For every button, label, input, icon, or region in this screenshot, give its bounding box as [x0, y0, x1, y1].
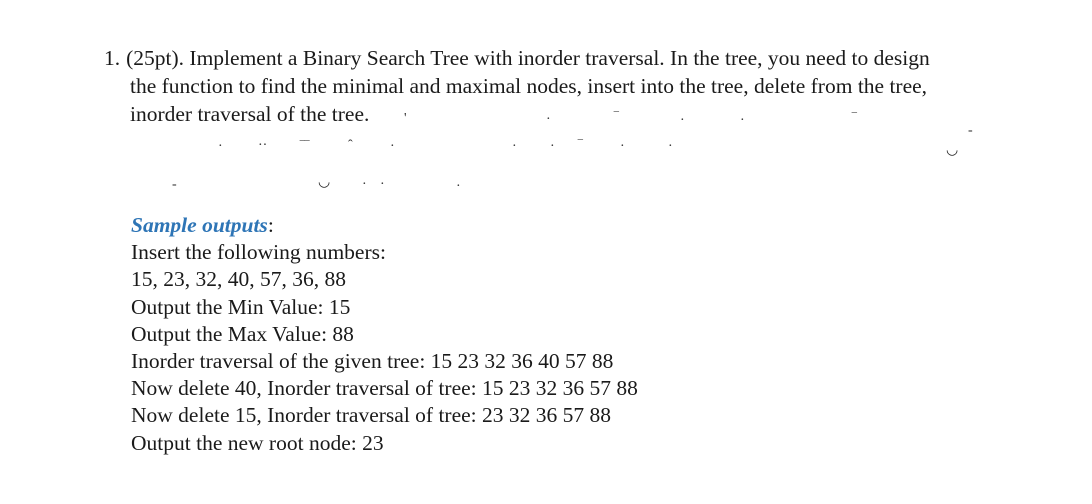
sample-line-min: Output the Min Value: 15: [131, 294, 351, 319]
artifact-mark: ·: [218, 139, 223, 154]
question-text-line-2: the function to find the minimal and maximal nodes, insert into the tree, delete from the tree,: [130, 74, 928, 98]
artifact-mark: ··: [258, 138, 268, 153]
question-number: 1.: [104, 46, 121, 70]
artifact-mark: ·: [380, 177, 385, 192]
artifact-mark: ·: [550, 139, 555, 154]
artifact-mark: ·: [456, 179, 461, 194]
artifact-mark: ‾: [614, 111, 619, 126]
artifact-mark: ˆ: [348, 138, 353, 153]
artifact-mark: ·: [620, 139, 625, 154]
artifact-mark: ·: [546, 112, 551, 127]
artifact-mark: -: [968, 123, 973, 138]
artifact-mark: ·: [390, 139, 395, 154]
question-text-line-3: inorder traversal of the tree.: [130, 102, 370, 126]
sample-heading: Sample outputs: [131, 213, 268, 237]
question-line-1: [104, 44, 1064, 72]
sample-heading-line: [131, 212, 638, 239]
artifact-mark: ‾‾: [300, 140, 310, 155]
artifact-mark: ·: [680, 113, 685, 128]
artifact-mark: -: [172, 177, 177, 192]
question-text-line-1: (25pt). Implement a Binary Search Tree with inorder traversal. In the tree, you need to design: [126, 46, 930, 70]
sample-line-delete-40: Now delete 40, Inorder traversal of tree: 15 23 32 36 57 88: [131, 376, 638, 401]
sample-line-insert-intro: Insert the following numbers:: [131, 240, 386, 265]
sample-heading-colon: :: [267, 213, 274, 237]
sample-outputs-block: [131, 212, 638, 457]
artifact-mark: ◡: [946, 143, 959, 158]
artifact-mark: ·: [740, 113, 745, 128]
artifact-mark: ‾: [852, 112, 857, 127]
artifact-mark: ·: [362, 177, 367, 192]
sample-line-max: Output the Max Value: 88: [131, 321, 354, 346]
artifact-mark: ·: [668, 139, 673, 154]
sample-line-inorder: Inorder traversal of the given tree: 15 23 32 36 40 57 88: [131, 349, 614, 374]
sample-line-numbers: 15, 23, 32, 40, 57, 36, 88: [131, 267, 346, 292]
artifact-mark: ·: [512, 139, 517, 154]
sample-line-delete-15: Now delete 15, Inorder traversal of tree: 23 32 36 57 88: [131, 403, 612, 428]
sample-line-new-root: Output the new root node: 23: [131, 430, 384, 455]
artifact-mark: ◡: [318, 175, 331, 190]
question-block: [104, 44, 1064, 128]
artifact-mark: ': [404, 111, 407, 126]
artifact-mark: ‾: [578, 139, 583, 154]
